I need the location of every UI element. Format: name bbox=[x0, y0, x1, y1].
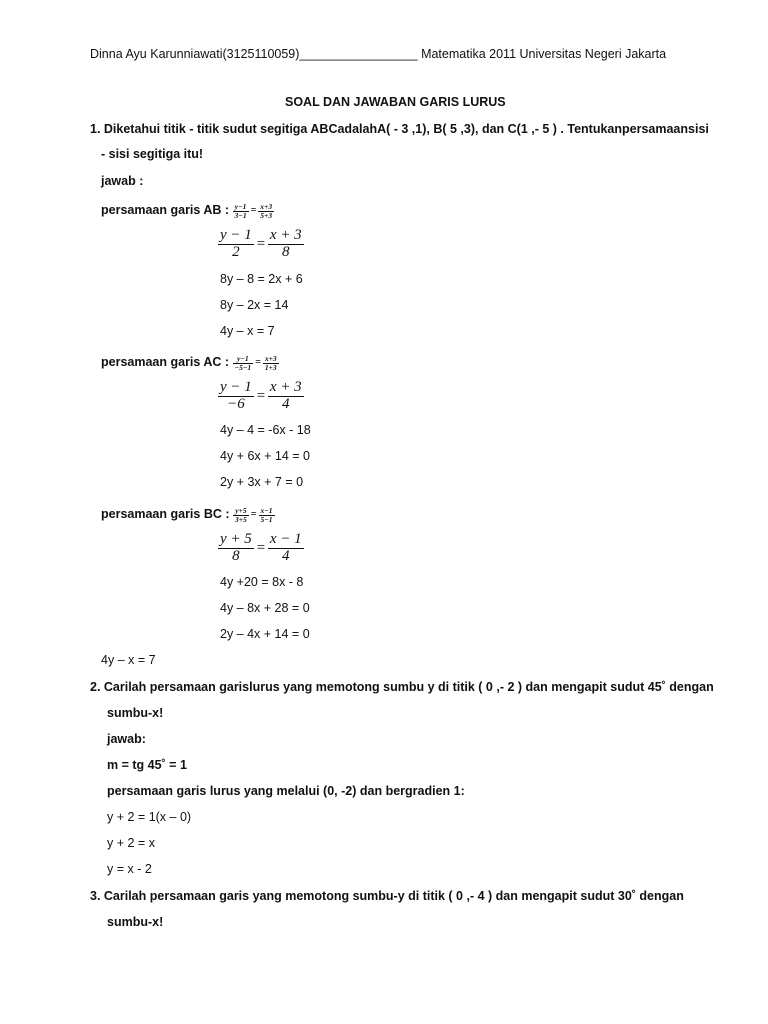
ab-step-2: 8y – 2x = 14 bbox=[220, 298, 289, 312]
ab-step-3: 4y – x = 7 bbox=[220, 324, 275, 338]
bc-small-equation: $\frac{y+5}{3+5}$ = $\frac{x-1}{5-1}$ bbox=[235, 505, 273, 524]
bc-big-equation: $\frac{y + 5}{8}$ = $\frac{x - 1}{4}$ bbox=[220, 531, 302, 564]
q2-step-2: y + 2 = x bbox=[107, 836, 155, 850]
q2-text-line1: 2. Carilah persamaan garislurus yang memotong sumbu y di titik ( 0 ,- 2 ) dan mengapit sudut 45˚ dengan bbox=[90, 680, 714, 694]
bc-label: persamaan garis BC : bbox=[101, 507, 230, 521]
ac-step-1: 4y – 4 = -6x - 18 bbox=[220, 423, 311, 437]
q1-text-line2: - sisi segitiga itu! bbox=[101, 147, 204, 161]
ac-label: persamaan garis AC : bbox=[101, 355, 230, 369]
q2-gradient: m = tg 45˚ = 1 bbox=[107, 758, 187, 772]
ab-small-equation: $\frac{y-1}{3-1}$ = $\frac{x+3}{5+3}$ bbox=[234, 201, 273, 220]
ac-step-2: 4y + 6x + 14 = 0 bbox=[220, 449, 310, 463]
q2-text-line2: sumbu-x! bbox=[107, 706, 164, 720]
header-line: Dinna Ayu Karunniawati(3125110059)_________________ Matematika 2011 Universitas Negeri Jakarta bbox=[90, 47, 667, 61]
ac-big-equation: $\frac{y - 1}{-6}$ = $\frac{x + 3}{4}$ bbox=[220, 379, 302, 412]
bc-equation-label bbox=[101, 497, 275, 532]
ac-equation-label bbox=[101, 345, 279, 380]
ac-small-equation: $\frac{y-1}{-5-1}$ = $\frac{x+3}{1+3}$ bbox=[234, 353, 277, 372]
page-title: SOAL DAN JAWABAN GARIS LURUS bbox=[285, 95, 506, 109]
ab-big-equation: $\frac{y - 1}{2}$ = $\frac{x + 3}{8}$ bbox=[220, 227, 302, 260]
bc-step-3: 2y – 4x + 14 = 0 bbox=[220, 627, 310, 641]
q1-text-line1: 1. Diketahui titik - titik sudut segitiga ABCadalahA( - 3 ,1), B( 5 ,3), dan C(1 ,- 5 ) . Tentukanpersamaansisi bbox=[90, 122, 709, 136]
q3-text-line2: sumbu-x! bbox=[107, 915, 164, 929]
q2-description: persamaan garis lurus yang melalui (0, -2) dan bergradien 1: bbox=[107, 784, 465, 798]
q2-jawab: jawab: bbox=[107, 732, 146, 746]
bc-step-2: 4y – 8x + 28 = 0 bbox=[220, 601, 310, 615]
ab-label: persamaan garis AB : bbox=[101, 203, 230, 217]
q2-step-3: y = x - 2 bbox=[107, 862, 152, 876]
ac-step-3: 2y + 3x + 7 = 0 bbox=[220, 475, 304, 489]
q1-final-answer: 4y – x = 7 bbox=[101, 653, 156, 667]
ab-equation-label bbox=[101, 193, 274, 228]
q3-text-line1: 3. Carilah persamaan garis yang memotong sumbu-y di titik ( 0 ,- 4 ) dan mengapit sudut 30˚ dengan bbox=[90, 889, 684, 903]
ab-step-1: 8y – 8 = 2x + 6 bbox=[220, 272, 303, 286]
q1-jawab: jawab : bbox=[101, 174, 144, 188]
bc-step-1: 4y +20 = 8x - 8 bbox=[220, 575, 304, 589]
q2-step-1: y + 2 = 1(x – 0) bbox=[107, 810, 192, 824]
